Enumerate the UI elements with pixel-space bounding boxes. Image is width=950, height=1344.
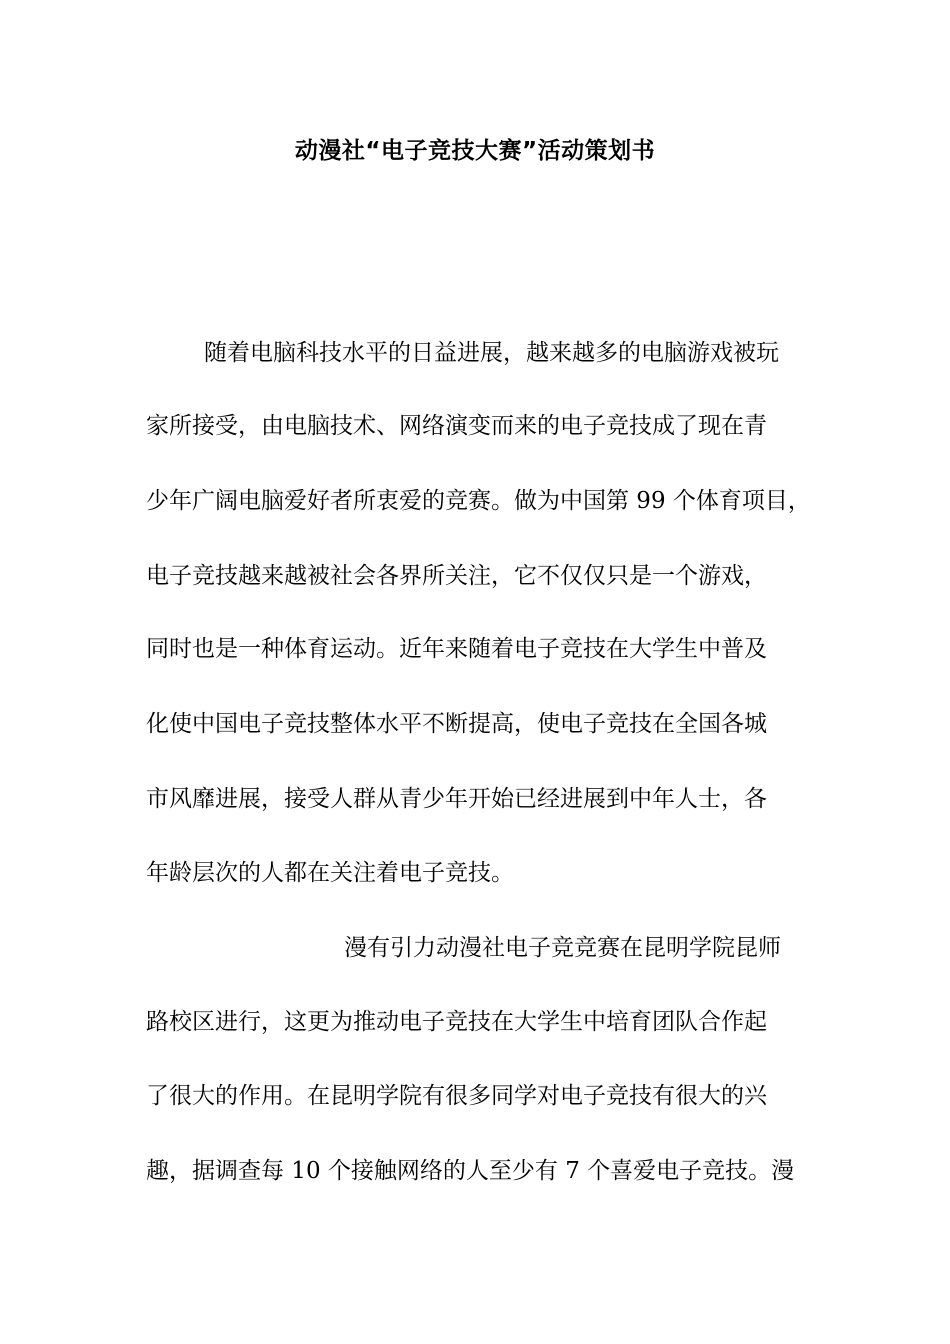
paragraph-line: 少年广阔电脑爱好者所衷爱的竞赛。做为中国第 99 个体育项目， bbox=[146, 488, 811, 514]
paragraph-line: 化使中国电子竞技整体水平不断提高，使电子竞技在全国各城 bbox=[146, 711, 767, 737]
paragraph-line: 电子竞技越来越被社会各界所关注，它不仅仅只是一个游戏， bbox=[146, 563, 767, 589]
paragraph-line: 趣，据调查每 10 个接触网络的人至少有 7 个喜爱电子竞技。漫 bbox=[146, 1158, 795, 1184]
paragraph-line: 随着电脑科技水平的日益进展，越来越多的电脑游戏被玩 bbox=[204, 340, 779, 366]
paragraph-line: 漫有引力动漫社电子竞竞赛在昆明学院昆师 bbox=[344, 935, 781, 961]
paragraph-line: 市风靡进展，接受人群从青少年开始已经进展到中年人士，各 bbox=[146, 786, 767, 812]
paragraph-line: 了很大的作用。在昆明学院有很多同学对电子竞技有很大的兴 bbox=[146, 1083, 767, 1109]
paragraph-line: 家所接受，由电脑技术、网络演变而来的电子竞技成了现在青 bbox=[146, 413, 767, 439]
paragraph-line: 同时也是一种体育运动。近年来随着电子竞技在大学生中普及 bbox=[146, 636, 767, 662]
paragraph-line: 年龄层次的人都在关注着电子竞技。 bbox=[146, 860, 514, 886]
paragraph-line: 路校区进行，这更为推动电子竞技在大学生中培育团队合作起 bbox=[146, 1009, 767, 1035]
document-title: 动漫社“电子竞技大赛”活动策划书 bbox=[294, 138, 656, 164]
